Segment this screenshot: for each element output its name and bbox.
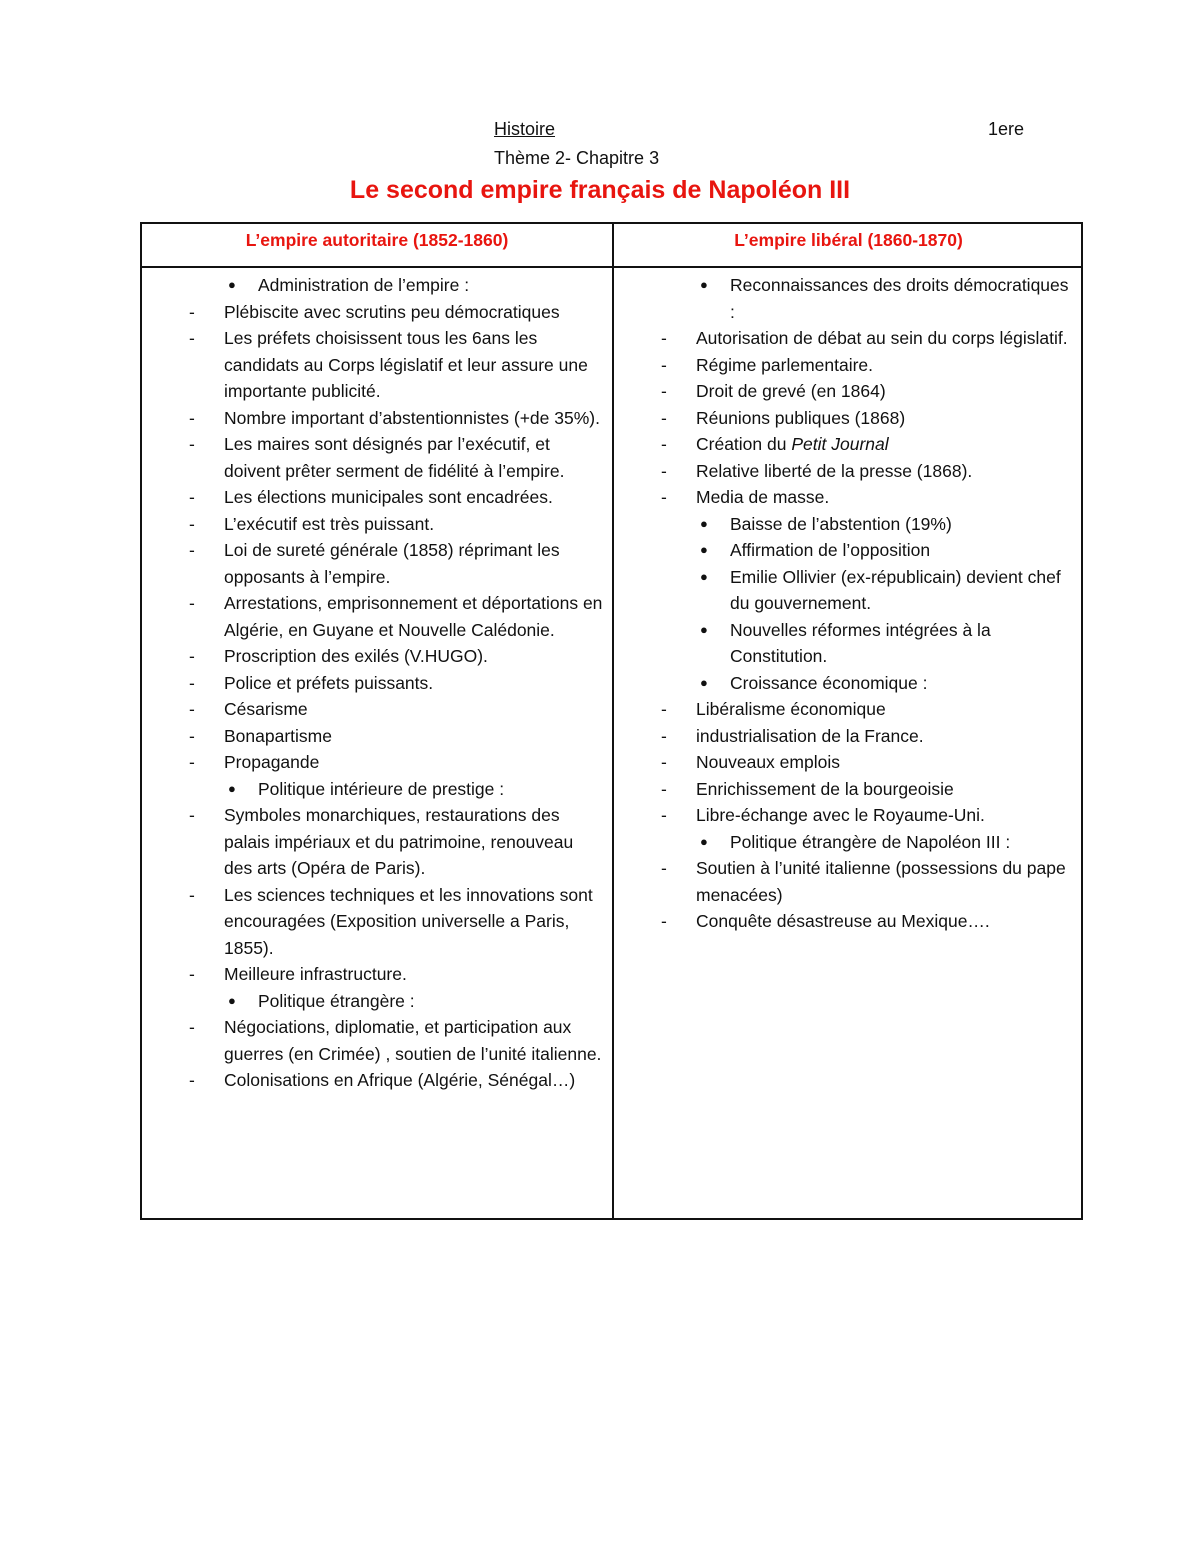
- item-text: Propagande: [224, 752, 320, 772]
- item-text: Colonisations en Afrique (Algérie, Sénégal…): [224, 1070, 576, 1090]
- document-title: Le second empire français de Napoléon III: [349, 176, 851, 204]
- dash-marker: -: [189, 1017, 195, 1037]
- item-text: Césarisme: [224, 699, 308, 719]
- list-item: [614, 352, 1083, 379]
- dash-marker: -: [189, 964, 195, 984]
- list-item: [142, 431, 612, 484]
- dash-marker: -: [189, 805, 195, 825]
- list-item: [614, 723, 1083, 750]
- dash-marker: -: [661, 487, 667, 507]
- list-item: [142, 961, 612, 988]
- item-text: Soutien à l’unité italienne (possessions du pape menacées): [696, 858, 1066, 905]
- column-body-authoritarian: [142, 272, 612, 1094]
- item-text: Affirmation de l’opposition: [730, 540, 931, 560]
- list-item: [142, 696, 612, 723]
- item-text: Arrestations, emprisonnement et déportations en Algérie, en Guyane et Nouvelle Calédonie.: [224, 593, 603, 640]
- section-bullet-item: [614, 670, 1083, 697]
- section-bullet-item: [614, 617, 1083, 670]
- item-text-italic: Petit Journal: [791, 434, 889, 454]
- item-text: Baisse de l’abstention (19%): [730, 513, 952, 534]
- item-text: Réunions publiques (1868): [696, 407, 906, 428]
- dash-marker: -: [661, 354, 667, 375]
- list-item: [614, 405, 1083, 432]
- item-text: Meilleure infrastructure.: [224, 964, 407, 984]
- header-row-divider: [142, 266, 1081, 268]
- item-text: Proscription des exilés (V.HUGO).: [224, 646, 488, 666]
- comparison-table: [140, 222, 1083, 1220]
- section-bullet-item: [142, 988, 612, 1015]
- item-text: Administration de l’empire :: [258, 275, 470, 295]
- dash-marker: -: [189, 407, 195, 428]
- item-text: Régime parlementaire.: [696, 354, 874, 375]
- column-body-liberal: [614, 272, 1083, 935]
- dash-marker: -: [189, 328, 195, 348]
- bullet-marker: ●: [700, 515, 708, 531]
- bullet-marker: ●: [700, 621, 708, 637]
- list-item: [142, 299, 612, 326]
- item-text: Libéralisme économique: [696, 699, 886, 719]
- item-text: Symboles monarchiques, restaurations des palais impériaux et du patrimoine, renouveau des arts (Opéra de Paris).: [224, 805, 574, 878]
- item-text: Politique étrangère de Napoléon III :: [730, 831, 1011, 852]
- bullet-marker: ●: [700, 674, 708, 690]
- item-text: Police et préfets puissants.: [224, 672, 434, 693]
- dash-marker: -: [189, 513, 195, 534]
- dash-marker: -: [189, 725, 195, 746]
- bullet-marker: ●: [228, 780, 236, 796]
- section-bullet-item: [614, 537, 1083, 564]
- dash-marker: -: [661, 699, 667, 719]
- list-item: [142, 643, 612, 670]
- item-text: Plébiscite avec scrutins peu démocratiques: [224, 301, 560, 322]
- dash-marker: -: [661, 407, 667, 428]
- list-item: [142, 511, 612, 538]
- list-item: [142, 802, 612, 882]
- list-item: [142, 325, 612, 405]
- section-bullet-item: [142, 776, 612, 803]
- column-heading-liberal: L’empire libéral (1860-1870): [734, 230, 963, 250]
- item-text: Les sciences techniques et les innovations sont encouragées (Exposition universelle a Paris, 1855).: [224, 884, 593, 958]
- dash-marker: -: [189, 434, 195, 454]
- item-text: Les élections municipales sont encadrées.: [224, 487, 553, 507]
- list-item: [614, 855, 1083, 908]
- bullet-marker: ●: [700, 568, 708, 584]
- list-item: [614, 696, 1083, 723]
- dash-marker: -: [189, 672, 195, 693]
- dash-marker: -: [661, 434, 667, 454]
- dash-marker: -: [189, 646, 195, 666]
- item-text: Bonapartisme: [224, 725, 332, 746]
- item-text: Reconnaissances des droits démocratiques :: [730, 275, 1069, 322]
- dash-marker: -: [661, 778, 667, 799]
- item-text: industrialisation de la France.: [696, 725, 924, 746]
- section-bullet-item: [614, 511, 1083, 538]
- level-label: 1ere: [988, 119, 1025, 139]
- section-bullet-item: [614, 272, 1083, 325]
- item-text: Croissance économique :: [730, 672, 928, 693]
- list-item: [614, 802, 1083, 829]
- list-item: [614, 458, 1083, 485]
- list-item: [614, 749, 1083, 776]
- list-item: [614, 908, 1083, 935]
- dash-marker: -: [661, 725, 667, 746]
- dash-marker: -: [661, 752, 667, 772]
- bullet-marker: ●: [228, 992, 236, 1008]
- section-bullet-item: [614, 564, 1083, 617]
- list-item: [614, 431, 1083, 458]
- dash-marker: -: [661, 805, 667, 825]
- item-text: Media de masse.: [696, 487, 830, 507]
- dash-marker: -: [661, 328, 667, 348]
- dash-marker: -: [189, 1070, 195, 1090]
- item-text: Nouvelles réformes intégrées à la Constitution.: [730, 619, 991, 666]
- item-text: Négociations, diplomatie, et participation aux guerres (en Crimée) , soutien de l’unité italienne.: [224, 1017, 602, 1064]
- item-text: Conquête désastreuse au Mexique….: [696, 911, 990, 931]
- item-text: Emilie Ollivier (ex-républicain) devient chef du gouvernement.: [730, 566, 1061, 613]
- item-text: Libre-échange avec le Royaume-Uni.: [696, 805, 985, 825]
- list-item: [142, 1067, 612, 1094]
- dash-marker: -: [661, 911, 667, 931]
- item-text: L’exécutif est très puissant.: [224, 513, 435, 534]
- list-item: [142, 749, 612, 776]
- list-item: [614, 378, 1083, 405]
- column-heading-authoritarian: L’empire autoritaire (1852-1860): [245, 230, 509, 250]
- list-item: [614, 484, 1083, 511]
- bullet-marker: ●: [700, 833, 708, 849]
- dash-marker: -: [661, 381, 667, 401]
- dash-marker: -: [189, 752, 195, 772]
- item-text: Nouveaux emplois: [696, 752, 840, 772]
- list-item: [614, 776, 1083, 803]
- item-text: Nombre important d’abstentionnistes (+de 35%).: [224, 407, 600, 428]
- item-text: Les maires sont désignés par l’exécutif, et doivent prêter serment de fidélité à l’empire.: [224, 434, 565, 481]
- list-item: [142, 670, 612, 697]
- item-text: Droit de grevé (en 1864): [696, 381, 886, 401]
- list-item: [142, 882, 612, 962]
- dash-marker: -: [189, 540, 195, 560]
- list-item: [142, 405, 612, 432]
- item-text: Politique intérieure de prestige :: [258, 778, 505, 799]
- chapter-label: Thème 2- Chapitre 3: [494, 148, 660, 168]
- list-item: [614, 325, 1083, 352]
- item-text: Politique étrangère :: [258, 990, 415, 1011]
- item-text: Enrichissement de la bourgeoisie: [696, 778, 954, 799]
- item-text: Autorisation de débat au sein du corps législatif.: [696, 328, 1068, 348]
- dash-marker: -: [661, 858, 667, 878]
- subject-label: Histoire: [494, 119, 556, 139]
- item-text: Relative liberté de la presse (1868).: [696, 460, 973, 481]
- list-item: [142, 723, 612, 750]
- item-text: Loi de sureté générale (1858) réprimant les opposants à l’empire.: [224, 540, 560, 587]
- section-bullet-item: [142, 272, 612, 299]
- bullet-marker: ●: [700, 542, 708, 557]
- list-item: [142, 537, 612, 590]
- dash-marker: -: [189, 301, 195, 322]
- dash-marker: -: [661, 460, 667, 481]
- bullet-marker: ●: [228, 277, 236, 292]
- item-text: Les préfets choisissent tous les 6ans les candidats au Corps législatif et leur assure une importante publicité.: [224, 328, 588, 401]
- list-item: [142, 484, 612, 511]
- dash-marker: -: [189, 699, 195, 719]
- dash-marker: -: [189, 884, 195, 905]
- bullet-marker: ●: [700, 277, 708, 292]
- dash-marker: -: [189, 593, 195, 613]
- dash-marker: -: [189, 487, 195, 507]
- list-item: [142, 1014, 612, 1067]
- item-text: Création du: [696, 434, 792, 454]
- section-bullet-item: [614, 829, 1083, 856]
- list-item: [142, 590, 612, 643]
